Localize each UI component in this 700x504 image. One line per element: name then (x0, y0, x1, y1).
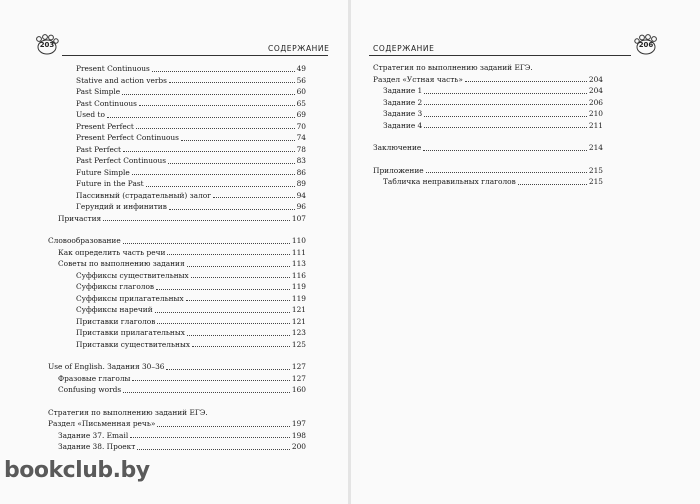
page-number-badge-right (633, 34, 659, 56)
toc-entry: Задание 1 204 (383, 86, 603, 95)
page-number-left: 203 (39, 41, 55, 49)
toc-entry: Задание 37. Email 198 (58, 430, 306, 440)
toc-entry: Past Continuous 65 (76, 98, 306, 108)
toc-section: Use of English. Задания 30–36 127 (48, 362, 306, 371)
header-rule-right (369, 55, 631, 56)
toc-section: Стратегия по выполнению заданий ЕГЭ. (48, 407, 208, 417)
toc-entry: Задание 38. Проект 200 (58, 442, 306, 451)
header-rule-left (62, 55, 328, 56)
toc-section: Словообразование 110 (48, 236, 306, 245)
toc-entry: Суффиксы прилагательных 119 (76, 293, 306, 303)
toc-entry: Пассивный (страдательный) залог 94 (76, 190, 306, 200)
toc-entry: Суффиксы существительных 116 (76, 270, 306, 280)
toc-entry: Present Perfect Continuous 74 (76, 133, 306, 142)
toc-entry: Stative and action verbs 56 (76, 75, 306, 85)
toc-entry: Как определить часть речи 111 (58, 247, 306, 257)
toc-entry: Future Simple 86 (76, 167, 306, 177)
toc-entry: Задание 2 206 (383, 97, 603, 107)
page-number-right: 206 (638, 41, 654, 49)
toc-entry: Приставки существительных 125 (76, 339, 306, 349)
toc-section: Раздел «Устная часть» 204 (373, 74, 603, 84)
toc-section: Раздел «Письменная речь» 197 (48, 419, 306, 428)
running-head-right: СОДЕРЖАНИЕ (373, 44, 435, 53)
toc-entry: Приставки прилагательных 123 (76, 328, 306, 337)
toc-entry: Past Perfect Continuous 83 (76, 156, 306, 165)
book-gutter (348, 0, 351, 504)
toc-entry: Past Simple 60 (76, 87, 306, 96)
toc-entry: Приставки глаголов 121 (76, 316, 306, 326)
toc-entry: Герундий и инфинитив 96 (76, 202, 306, 211)
running-head-left: СОДЕРЖАНИЕ (268, 44, 330, 53)
toc-entry: Фразовые глаголы 127 (58, 373, 306, 383)
toc-entry: Суффиксы глаголов 119 (76, 282, 306, 291)
toc-entry: Present Perfect 70 (76, 121, 306, 131)
toc-entry: Причастия 107 (58, 213, 306, 223)
toc-right (373, 62, 603, 188)
toc-section: Стратегия по выполнению заданий ЕГЭ. (373, 63, 533, 72)
watermark: bookclub.by (4, 458, 150, 483)
toc-entry: Советы по выполнению задания 113 (58, 259, 306, 268)
toc-entry: Табличка неправильных глаголов 215 (383, 177, 603, 186)
toc-entry: Past Perfect 78 (76, 144, 306, 154)
toc-entry: Used to 69 (76, 110, 306, 119)
toc-entry: Confusing words 160 (58, 385, 306, 394)
toc-section: Приложение 215 (373, 165, 603, 175)
toc-left (48, 63, 306, 453)
toc-entry: Задание 3 210 (383, 109, 603, 118)
toc-entry: Задание 4 211 (383, 120, 603, 130)
toc-section: Заключение 214 (373, 143, 603, 152)
toc-entry: Present Continuous 49 (76, 64, 306, 73)
toc-entry: Future in the Past 89 (76, 179, 306, 188)
toc-entry: Суффиксы наречий 121 (76, 305, 306, 314)
page-number-badge-left (34, 34, 60, 56)
